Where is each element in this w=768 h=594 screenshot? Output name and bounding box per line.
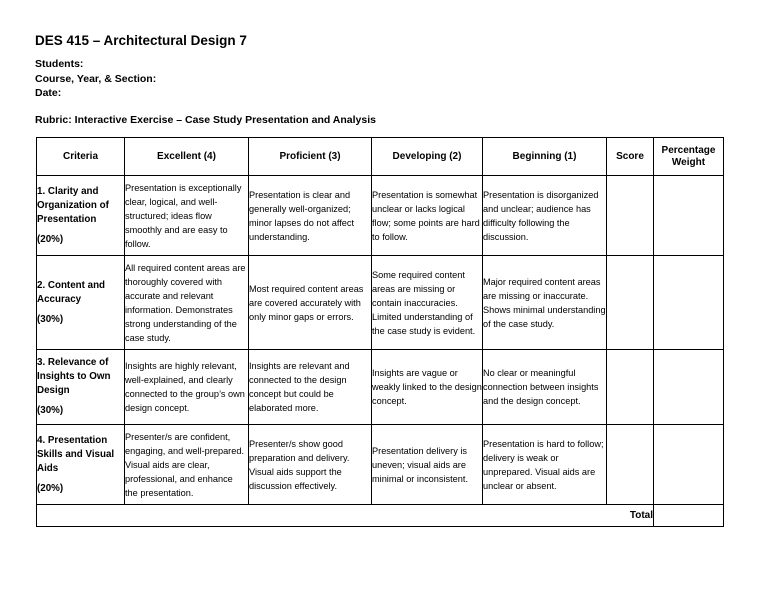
- developing-descriptor: Some required content areas are missing or contain inaccuracies. Limited understanding of the case study is evident.: [372, 256, 483, 350]
- criterion-weight: (20%): [37, 233, 64, 245]
- table-row: [37, 425, 724, 505]
- table-row: [37, 256, 724, 350]
- beginning-descriptor: Presentation is disorganized and unclear; audience has difficulty following the discussion.: [483, 176, 607, 256]
- course-year-section-label: Course, Year, & Section:: [35, 72, 157, 85]
- document-meta: [35, 57, 156, 101]
- total-label: Total: [37, 505, 654, 527]
- proficient-descriptor: Insights are relevant and connected to the design concept but could be elaborated more.: [249, 350, 372, 425]
- score-cell[interactable]: [607, 176, 654, 256]
- excellent-descriptor: Presenter/s are confident, engaging, and well-prepared. Visual aids are clear, professional, and enhance the presentation.: [125, 425, 249, 505]
- beginning-descriptor: Presentation is hard to follow; delivery is weak or unprepared. Visual aids are unclear or absent.: [483, 425, 607, 505]
- percentage-cell[interactable]: [654, 176, 724, 256]
- criterion-cell: [37, 350, 125, 425]
- criterion-cell: [37, 176, 125, 256]
- criterion-weight: (30%): [37, 405, 64, 416]
- excellent-descriptor: Insights are highly relevant, well-explained, and clearly connected to the group’s own design concept.: [125, 350, 249, 425]
- developing-descriptor: Presentation delivery is uneven; visual aids are minimal or inconsistent.: [372, 425, 483, 505]
- header-score: Score: [607, 138, 654, 176]
- header-percentage-weight: Percentage Weight: [654, 138, 724, 176]
- excellent-descriptor: All required content areas are thoroughly covered with accurate and relevant information. Demonstrates strong understanding of the case study.: [125, 256, 249, 350]
- document-title: DES 415 – Architectural Design 7: [35, 33, 247, 48]
- criterion-weight: (20%): [37, 482, 64, 494]
- rubric-title: Rubric: Interactive Exercise – Case Study Presentation and Analysis: [35, 114, 376, 126]
- proficient-descriptor: Presenter/s show good preparation and delivery. Visual aids support the discussion effectively.: [249, 425, 372, 505]
- score-cell[interactable]: [607, 256, 654, 350]
- percentage-cell[interactable]: [654, 350, 724, 425]
- excellent-descriptor: Presentation is exceptionally clear, logical, and well-structured; ideas flow smoothly and are easy to follow.: [125, 176, 249, 256]
- proficient-descriptor: Most required content areas are covered accurately with only minor gaps or errors.: [249, 256, 372, 350]
- proficient-descriptor: Presentation is clear and generally well-organized; minor lapses do not affect understanding.: [249, 176, 372, 256]
- header-excellent: Excellent (4): [125, 138, 249, 176]
- developing-descriptor: Insights are vague or weakly linked to the design concept.: [372, 350, 483, 425]
- criterion-weight: (30%): [37, 313, 64, 325]
- developing-descriptor: Presentation is somewhat unclear or lacks logical flow; some points are hard to follow.: [372, 176, 483, 256]
- criterion-label: 1. Clarity and Organization of Presentation: [37, 185, 109, 225]
- criterion-label: 4. Presentation Skills and Visual Aids: [37, 434, 115, 474]
- header-proficient: Proficient (3): [249, 138, 372, 176]
- header-developing: Developing (2): [372, 138, 483, 176]
- students-label: Students:: [35, 58, 84, 70]
- header-beginning: Beginning (1): [483, 138, 607, 176]
- date-label: Date:: [35, 87, 62, 99]
- header-criteria: Criteria: [37, 138, 125, 176]
- rubric-table: [36, 137, 724, 527]
- table-row: [37, 350, 724, 425]
- percentage-cell[interactable]: [654, 425, 724, 505]
- score-cell[interactable]: [607, 425, 654, 505]
- criterion-label: 3. Relevance of Insights to Own Design: [37, 357, 111, 396]
- criterion-cell: [37, 425, 125, 505]
- percentage-cell[interactable]: [654, 256, 724, 350]
- header-row: [37, 138, 724, 176]
- beginning-descriptor: Major required content areas are missing or inaccurate. Shows minimal understanding of the case study.: [483, 256, 607, 350]
- table-row: [37, 176, 724, 256]
- total-percentage-cell[interactable]: [654, 505, 724, 527]
- score-cell[interactable]: [607, 350, 654, 425]
- criterion-label: 2. Content and Accuracy: [37, 279, 106, 305]
- criterion-cell: [37, 256, 125, 350]
- total-row: [37, 505, 724, 527]
- beginning-descriptor: No clear or meaningful connection between insights and the design concept.: [483, 350, 607, 425]
